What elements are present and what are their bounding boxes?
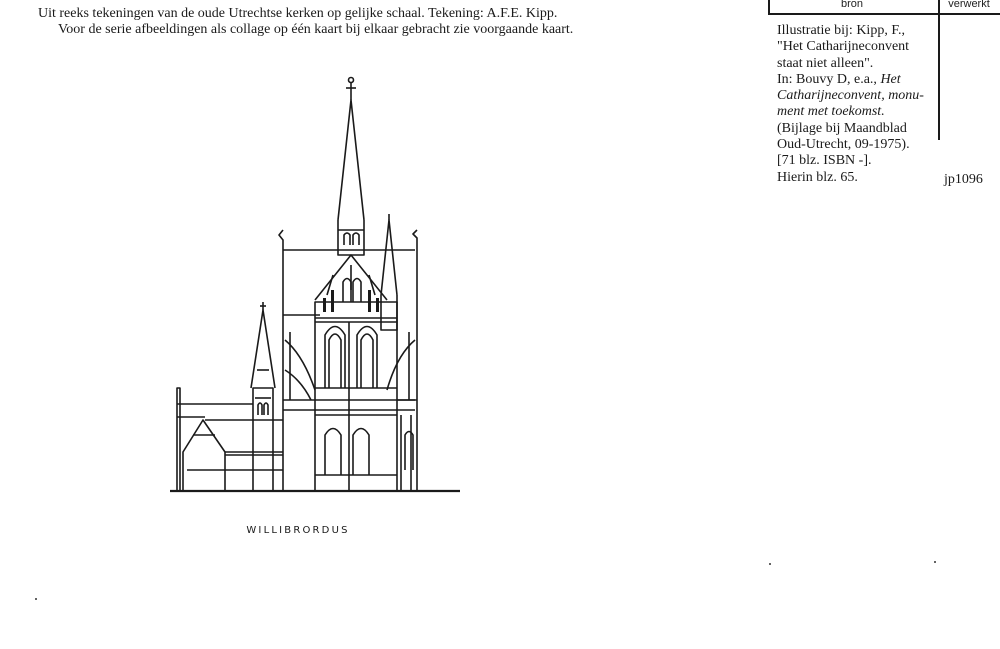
bron-line: "Het Catharijneconvent [777,39,910,55]
scan-speck [769,563,771,565]
bron-line: Hierin blz. 65. [777,169,858,185]
table-divider [938,0,940,140]
caption-line-1: Uit reeks tekeningen van de oude Utrechtse kerken op gelijke schaal. Tekening: A.F.E. Kipp. [38,6,558,21]
bron-line: (Bijlage bij Maandblad [777,120,907,136]
archive-code: jp1096 [944,172,983,187]
scan-speck [934,561,936,563]
bron-line: [71 blz. ISBN -]. [777,153,872,169]
bron-line [777,72,937,88]
drawing-label: WILLIBRORDUS [246,525,350,536]
bron-line [777,88,937,104]
bron-line-prefix: In: Bouvy D, e.a., [777,71,881,87]
bron-text [777,23,937,186]
caption [38,6,573,38]
church-drawing [165,70,465,540]
bron-line: Illustratie bij: Kipp, F., [777,23,905,38]
caption-line-2: Voor de serie afbeeldingen als collage op één kaart bij elkaar gebracht zie voorgaande kaart. [58,22,574,37]
bron-title-italic: ment met toekomst. [777,104,885,120]
table-left-border [768,0,770,14]
scan-speck [35,598,37,600]
bron-title-italic: Het [880,71,901,87]
table-header-rule [768,13,1000,15]
bron-line: staat niet alleen". [777,55,874,71]
header-bron: bron [840,0,864,10]
bron-line [777,104,937,120]
bron-title-italic: Catharijneconvent, monu- [777,88,924,104]
bron-line: Oud-Utrecht, 09-1975). [777,137,910,153]
header-verwerkt: verwerkt [948,0,990,10]
